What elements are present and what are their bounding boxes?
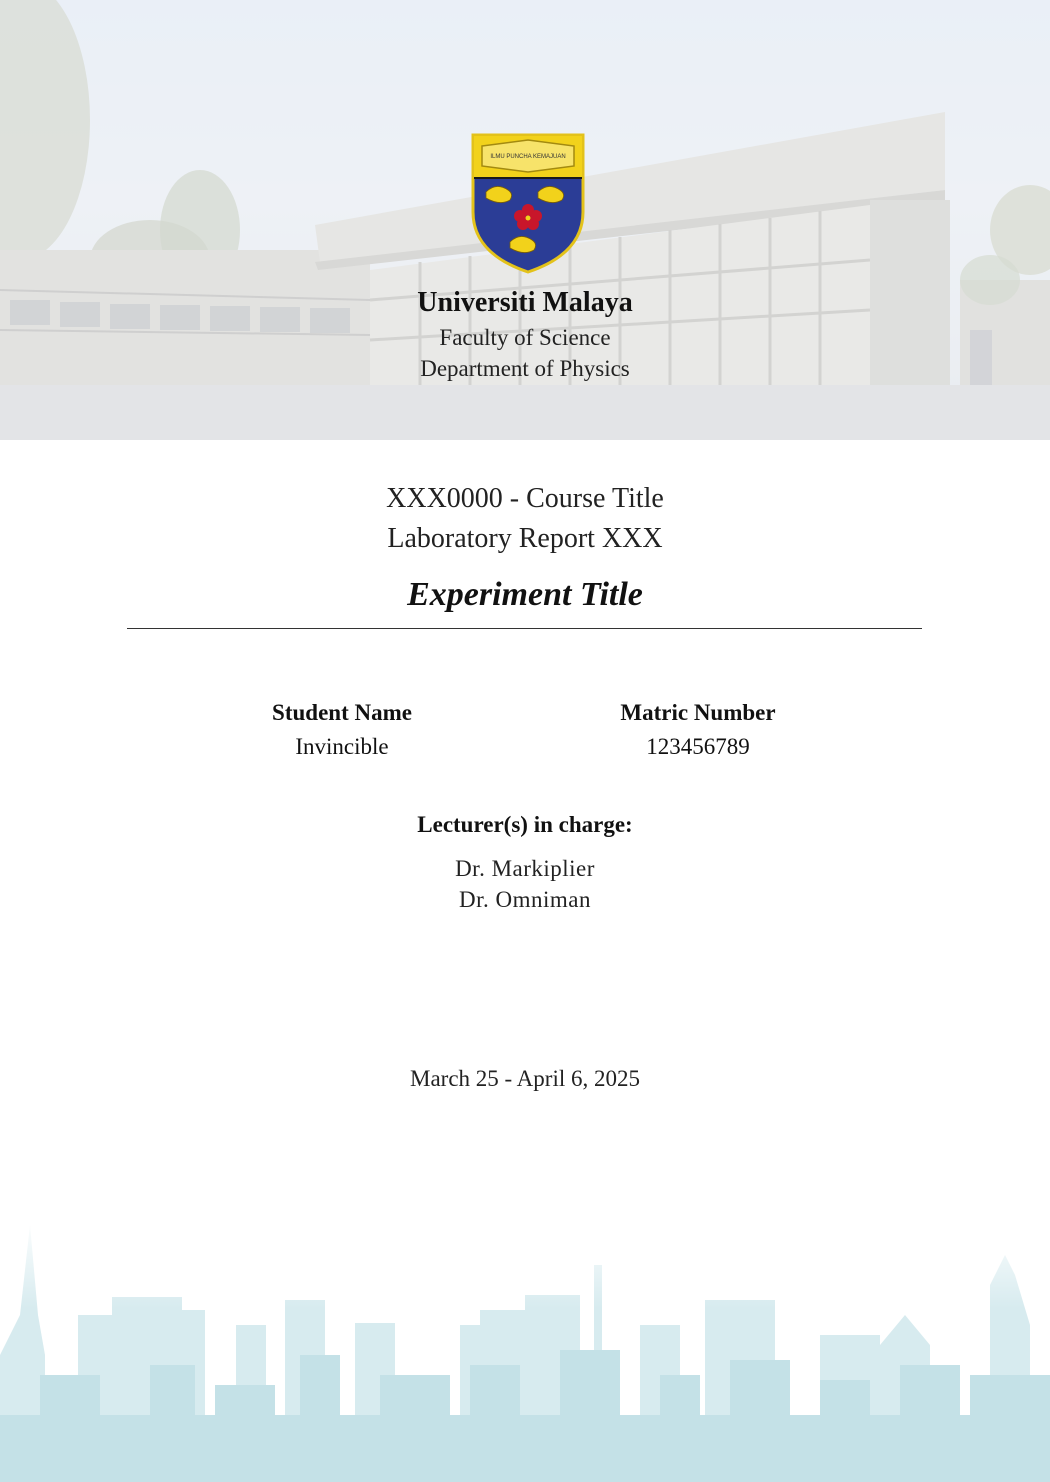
student-name-block bbox=[222, 700, 462, 760]
student-name-value: Invincible bbox=[295, 734, 389, 759]
lecturers-heading: Lecturer(s) in charge: bbox=[417, 812, 633, 837]
city-skyline-decoration bbox=[0, 1215, 1050, 1482]
matric-number-value: 123456789 bbox=[646, 734, 750, 759]
lecturer-name: Dr. Omniman bbox=[459, 887, 591, 912]
svg-text:ILMU PUNCHA KEMAJUAN: ILMU PUNCHA KEMAJUAN bbox=[490, 154, 566, 160]
report-date: March 25 - April 6, 2025 bbox=[410, 1066, 640, 1091]
matric-number-block bbox=[578, 700, 818, 760]
faculty-name: Faculty of Science bbox=[439, 325, 611, 350]
matric-number-heading: Matric Number bbox=[620, 700, 776, 725]
university-crest-logo bbox=[470, 132, 586, 274]
student-name-heading: Student Name bbox=[272, 700, 412, 725]
university-name: Universiti Malaya bbox=[417, 287, 633, 318]
department-name: Department of Physics bbox=[420, 356, 630, 381]
header-banner bbox=[0, 0, 1050, 440]
title-divider bbox=[127, 628, 922, 629]
report-number: Laboratory Report XXX bbox=[387, 523, 663, 554]
lecturers-list bbox=[0, 853, 1050, 915]
course-code-title: XXX0000 - Course Title bbox=[386, 483, 664, 514]
lecturer-name: Dr. Markiplier bbox=[455, 856, 595, 881]
experiment-title: Experiment Title bbox=[407, 576, 643, 613]
